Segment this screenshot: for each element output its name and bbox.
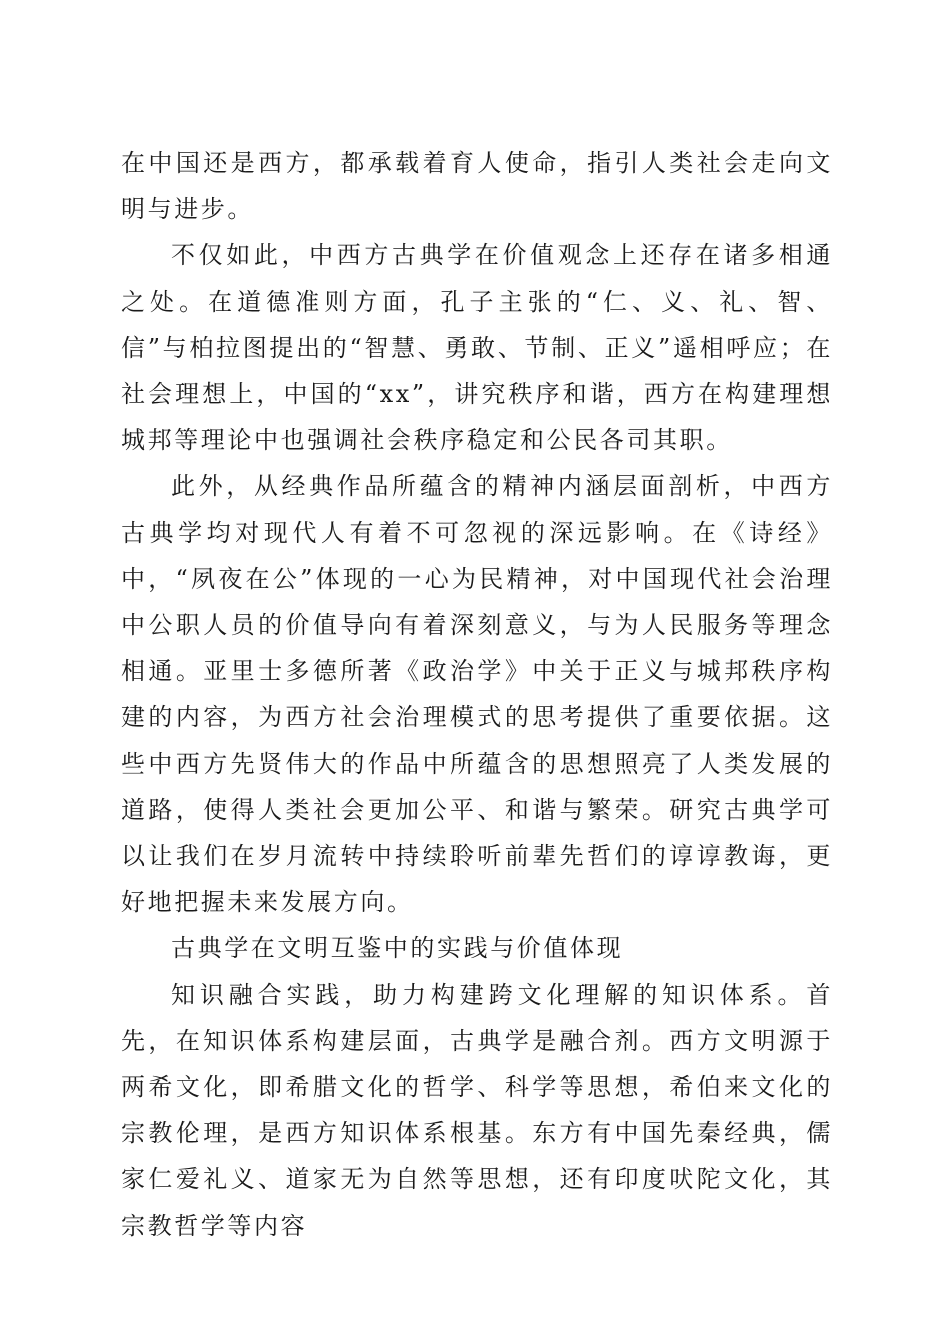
- paragraph-continuation: 在中国还是西方，都承载着育人使命，指引人类社会走向文明与进步。: [121, 149, 833, 224]
- paragraph-classic-works: 此外，从经典作品所蕴含的精神内涵层面剖析，中西方古典学均对现代人有着不可忽视的深远影响。在《诗经》中，“夙夜在公”体现的一心为民精神，对中国现代社会治理中公职人员的价值导向有着深刻意义，与为人民服务等理念相通。亚里士多德所著《政治学》中关于正义与城邦秩序构建的内容，为西方社会治理模式的思考提供了重要依据。这些中西方先贤伟大的作品中所蕴含的思想照亮了人类发展的道路，使得人类社会更加公平、和谐与繁荣。研究古典学可以让我们在岁月流转中持续聆听前辈先哲们的谆谆教诲，更好地把握未来发展方向。: [121, 472, 833, 917]
- paragraph-shared-values: 不仅如此，中西方古典学在价值观念上还存在诸多相通之处。在道德准则方面，孔子主张的“仁、义、礼、智、信”与柏拉图提出的“智慧、勇敢、节制、正义”遥相呼应；在社会理想上，中国的“xx”，讲究秩序和谐，西方在构建理想城邦等理论中也强调社会秩序稳定和公民各司其职。: [121, 241, 833, 455]
- document-body: [121, 140, 833, 1249]
- paragraph-knowledge-fusion: 知识融合实践，助力构建跨文化理解的知识体系。首先，在知识体系构建层面，古典学是融合剂。西方文明源于两希文化，即希腊文化的哲学、科学等思想，希伯来文化的宗教伦理，是西方知识体系根基。东方有中国先秦经典，儒家仁爱礼义、道家无为自然等思想，还有印度吠陀文化，其宗教哲学等内容: [121, 980, 833, 1240]
- section-heading: 古典学在文明互鉴中的实践与价值体现: [171, 934, 624, 963]
